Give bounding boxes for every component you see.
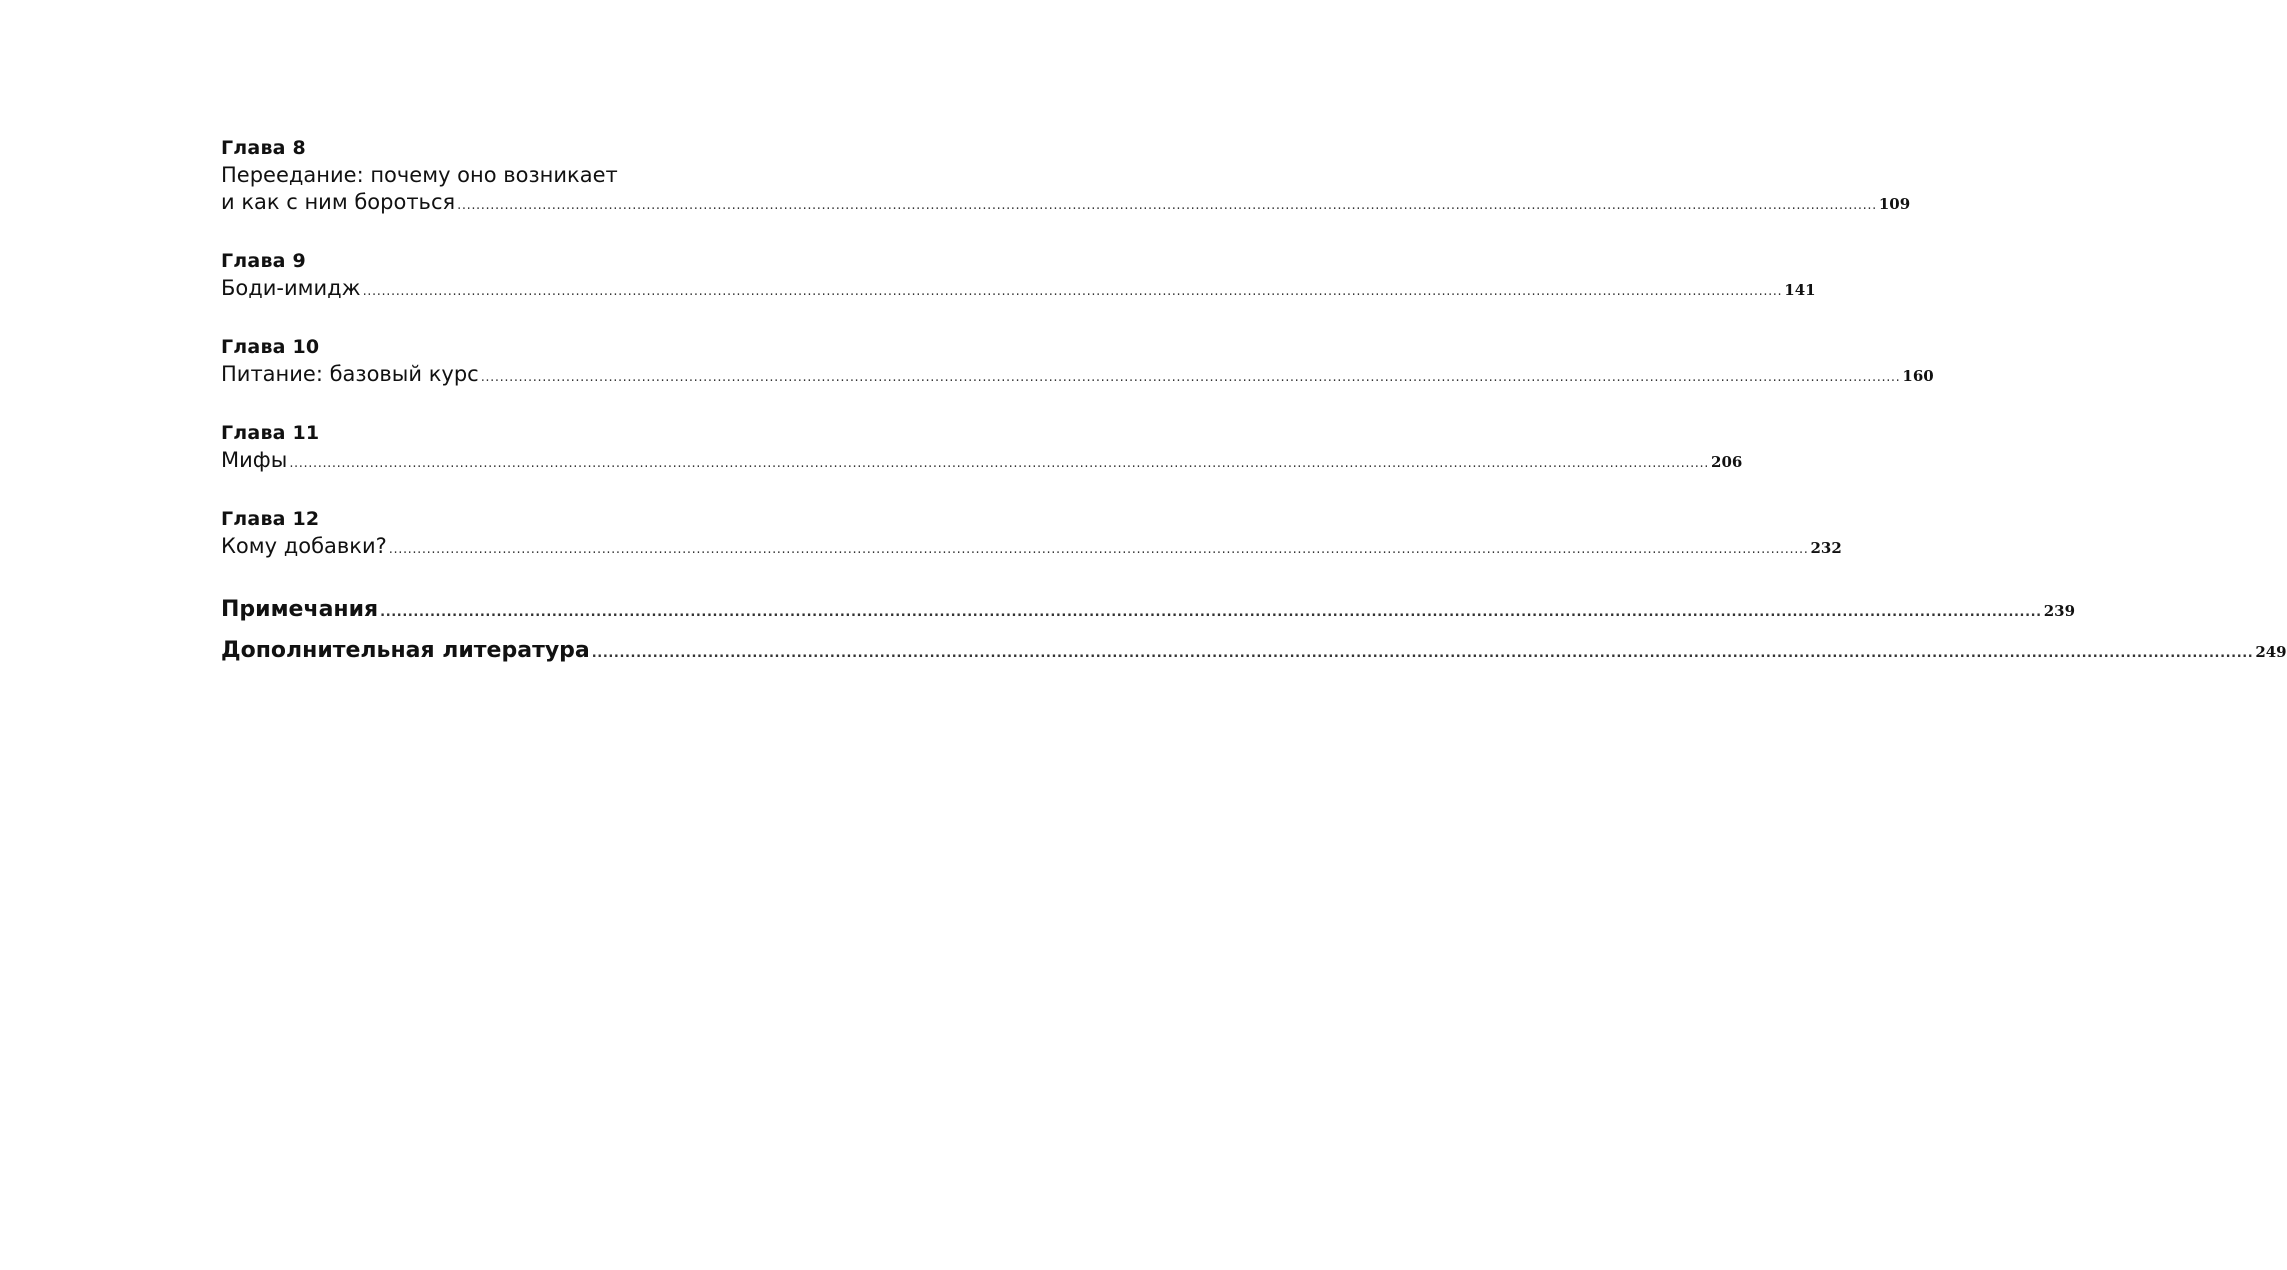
dot-leader: ............................................................................................................................................................................................................................................................................................................ [362,284,1783,299]
page-number: 160 [1902,367,1934,385]
page-number: 232 [1810,539,1842,557]
toc-entry-row[interactable] [221,361,1934,391]
toc-back-matter [221,591,2287,673]
toc-chapter-8 [221,134,1911,219]
page-number: 249 [2255,643,2287,661]
dot-leader: ............................................................................................................................................................................................................................................................................................................ [457,198,1877,213]
entry-title: Дополнительная литература [221,638,590,663]
toc-entry-row[interactable] [221,189,1911,219]
page-number: 206 [1711,453,1743,471]
dot-leader: ............................................................................................................................................................................................................................................................................................................ [480,370,1901,385]
toc-entry-row[interactable] [221,275,1816,305]
toc-chapter-12 [221,505,1842,563]
chapter-title: Мифы [221,448,288,472]
chapter-title: Кому добавки? [221,534,387,558]
chapter-title: Боди-имидж [221,276,361,300]
chapter-label: Глава 12 [221,508,320,530]
page-number: 141 [1784,281,1816,299]
toc-chapter-10 [221,333,1934,391]
toc-entry-notes[interactable] [221,591,2076,632]
dot-leader: ............................................................................................................................................................................................................................................................................................................ [380,605,2042,620]
toc-entry-row[interactable] [221,533,1842,563]
chapter-label: Глава 8 [221,137,306,159]
chapter-title-line: Переедание: почему оно возникает [221,163,618,187]
toc-entry-row[interactable] [221,447,1743,477]
page-number: 109 [1878,195,1911,213]
chapter-title: и как с ним бороться [221,190,456,214]
dot-leader: ............................................................................................................................................................................................................................................................................................................ [289,456,1710,471]
chapter-label: Глава 10 [221,336,320,358]
chapter-label: Глава 11 [221,422,320,444]
chapter-label: Глава 9 [221,250,306,272]
entry-title: Примечания [221,597,379,622]
toc-chapter-9 [221,247,1816,305]
dot-leader: ............................................................................................................................................................................................................................................................................................................ [388,542,1809,557]
table-of-contents [221,134,2287,673]
toc-entry-further-reading[interactable] [221,632,2287,673]
dot-leader: ............................................................................................................................................................................................................................................................................................................ [591,646,2254,661]
toc-chapter-11 [221,419,1743,477]
page-number: 239 [2043,602,2076,620]
chapter-title: Питание: базовый курс [221,362,479,386]
